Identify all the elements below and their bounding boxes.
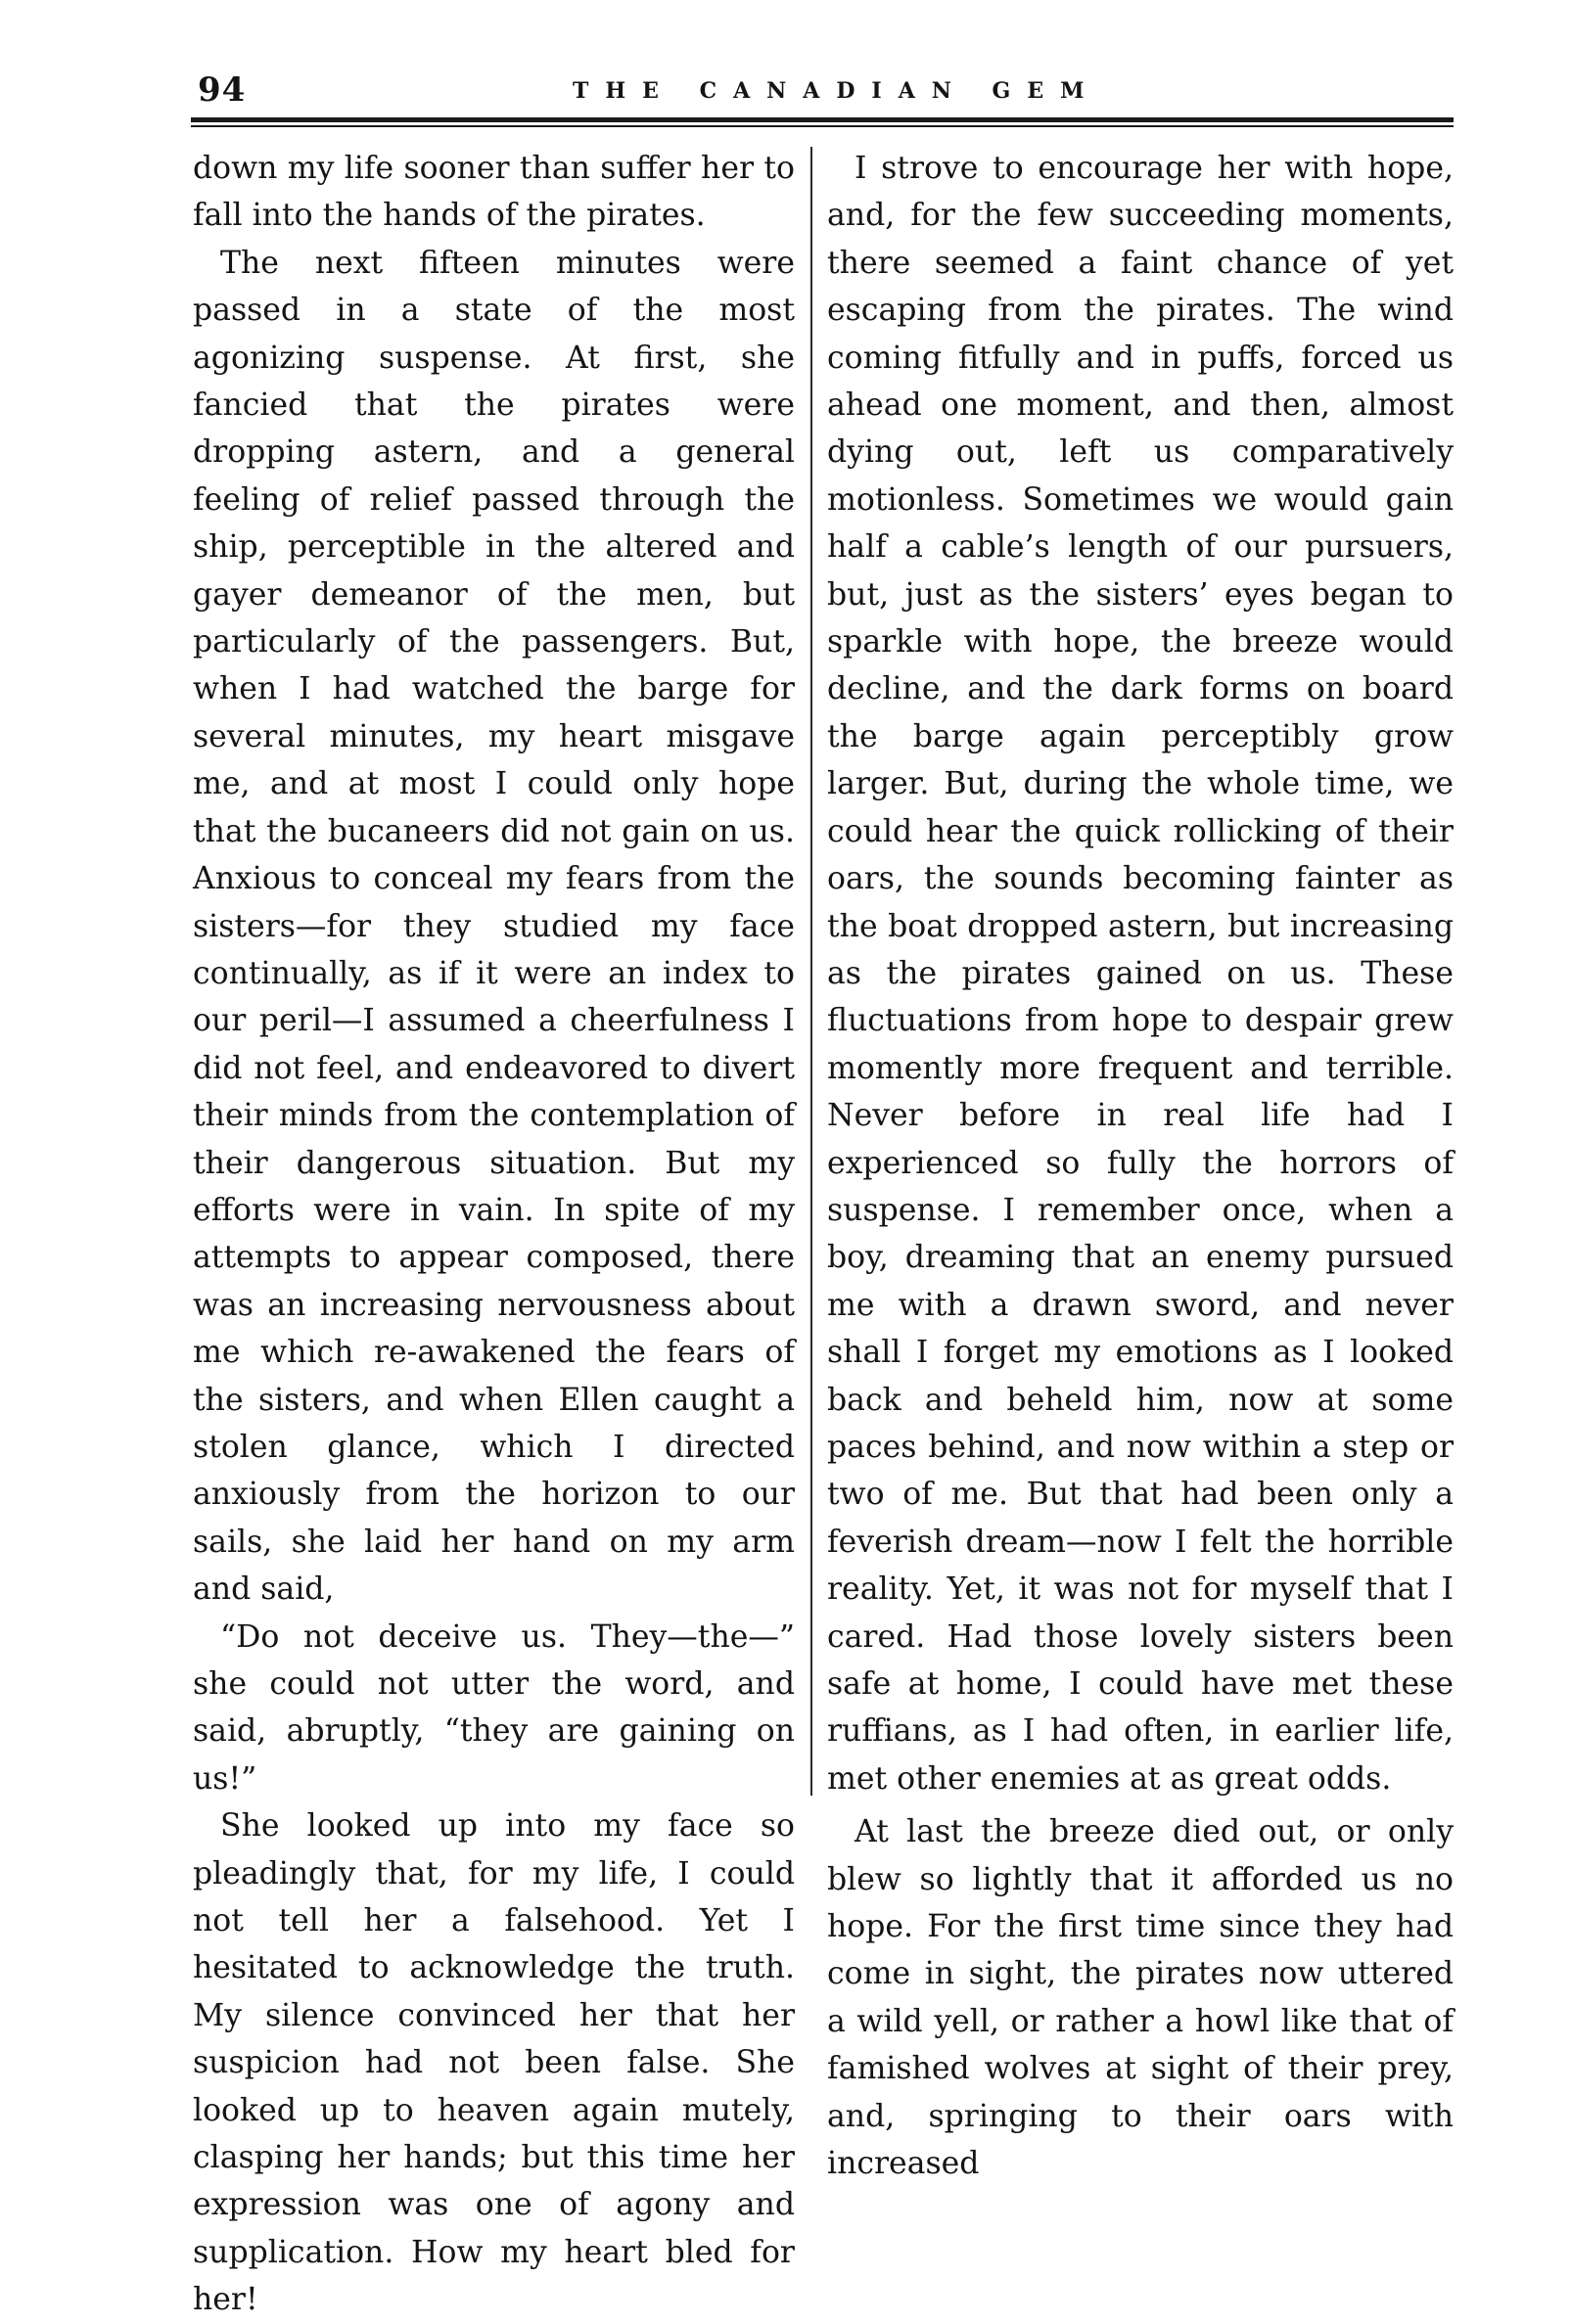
paragraph: down my life sooner than suffer her to fall into the hands of the pirates. [193,151,795,234]
running-title: THE CANADIAN GEM [573,78,1101,104]
paragraph: At last the breeze died out, or only blew so lightly that it afforded us no hope. For the first time since they had come in sight, the pirates now uttered a wild yell, or rather a howl like that of famished wolves at sight of their prey, and, springing to their oars with increased [827,1814,1454,2182]
paragraph: The next fifteen minutes were passed in a state of the most agonizing suspense. At first, she fancied that the pirates were dropping astern, and a general feeling of relief passed through the ship, perceptible in the altered and gayer demeanor of the men, but particularly of the passengers. But, when I had watched the barge for several minutes, my heart misgave me, and at most I could only hope that the bucaneers did not gain on us. Anxious to conceal my fears from the sisters—for they studied my face continually, as if it were an index to our peril—I assumed a cheerfulness I did not feel, and endeavored to divert their minds from the contemplation of their dangerous situation. But my efforts were in vain. In spite of my attempts to appear composed, there was an increasing nervousness about me which re-awakened the fears of the sisters, and when Ellen caught a stolen glance, which I directed anxiously from the horizon to our sails, she laid her hand on my arm and said, [193,245,795,1608]
header-rule [191,117,1454,122]
page-header [186,70,1458,119]
header-rule-thin [191,125,1454,127]
paragraph: I strove to encourage her with hope, and, for the few succeeding moments, there seemed a faint chance of yet escaping from the pirates. The wind coming fitfully and in puffs, forced us ahead one moment, and then, almost dying out, left us comparatively motionless. Sometimes we would gain half a cable’s length of our pursuers, but, just as the sisters’ eyes began to sparkle with hope, the breeze would decline, and the dark forms on board the barge again perceptibly grow larger. But, during the whole time, we could hear the quick rollicking of their oars, the sounds becoming fainter as the boat dropped astern, but increasing as the pirates gained on us. These fluctuations from hope to despair grew momently more frequent and terrible. Never before in real life had I experienced so fully the horrors of suspense. I remember once, when a boy, dreaming that an enemy pursued me with a drawn sword, and never shall I forget my emotions as I looked back and beheld him, now at some paces behind, and now within a step or two of me. But that had been only a feverish dream—now I felt the horrible reality. Yet, it was not for myself that I cared. Had those lovely sisters been safe at home, I could have met these ruffians, as I had often, in earlier life, met other enemies at as great odds. [827,151,1454,1797]
page-number: 94 [198,70,247,110]
left-column [193,145,795,2324]
paragraph: “Do not deceive us. They—the—” she could not utter the word, and said, abruptly, “they are gaining on us!” [193,1618,795,1797]
paragraph: She looked up into my face so pleadingly that, for my life, I could not tell her a falsehood. Yet I hesitated to acknowledge the truth. My silence convinced her that her suspicion had not been false. She looked up to heaven again mutely, clasping her hands; but this time her expression was one of agony and supplication. How my heart bled for her! [193,1808,795,2318]
column-divider [810,147,812,1796]
right-column [827,145,1454,2187]
